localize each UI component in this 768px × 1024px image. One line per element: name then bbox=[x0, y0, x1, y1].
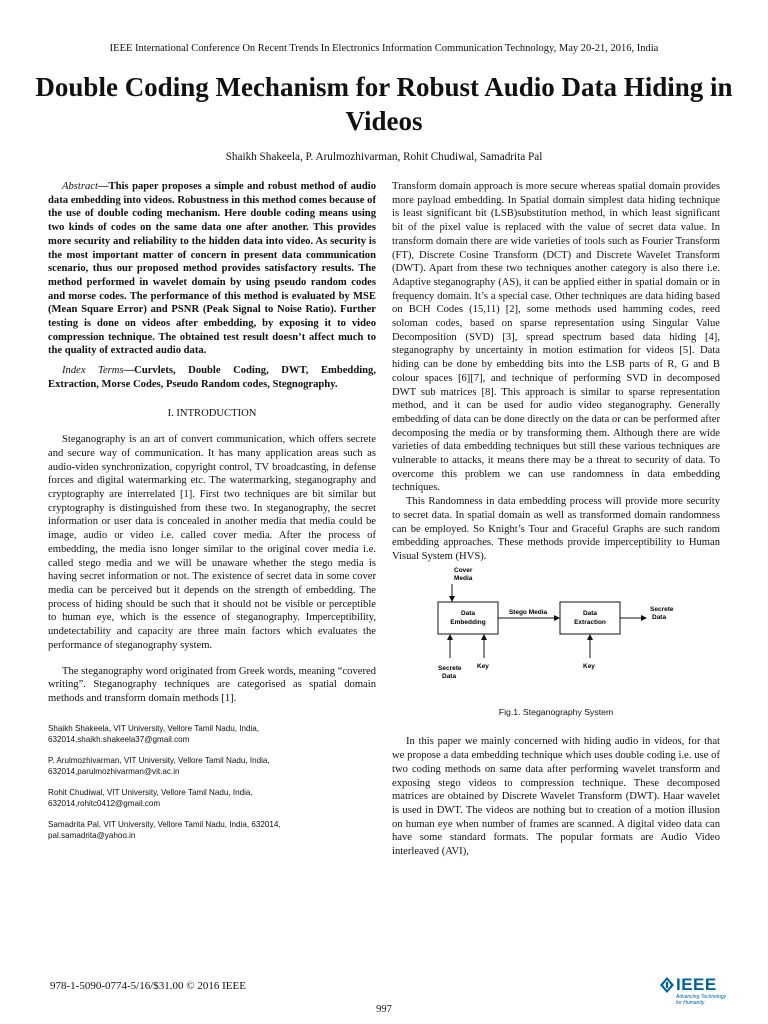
conference-line: IEEE International Conference On Recent Trends In Electronics Information Communication Technology, May 20-21, 2016, India bbox=[109, 43, 659, 54]
author-list: Shaikh Shakeela, P. Arulmozhivarman, Rohit Chudiwal, Samadrita Pal bbox=[225, 151, 543, 163]
right-paragraph-1: Transform domain approach is more secure whereas spatial domain provides more payload embedding. In Spatial domain simplest data hiding technique is least significant bit (LSB)substitution method, in which least significant bit of the pixel value is replaced with the value of secret data value. In transform domain there are wide varieties of tools such as Fourier Transform (FT), Discrete Cosine Transform (DCT) and Discrete Wavelet Transform (DWT). Apart from these two techniques another category is also there i.e. Adaptive steganography (AS), it can be applied either in spatial domain or in frequency domain. It’s a special case. Other techniques are data hiding based on BCH Codes (15,11) [2], some methods used hamming codes, reed soloman codes, based on sparse representation using Singular Value Decomposition (SVD) [3], spread spectrum based data hiding [4], steganography by uncertainty in motion estimation for videos [5]. Data hiding can be done by embedding bits into the LSB parts of R, G and B colour spaces [6][7], and technique of performing SVD in decomposed DWT sub matrices [8]. This approach is similar to sparse representation method, and it can be used for audio video steganography. Generally embedding of data can be done directly on the data or can be performed after decomposing the media or by transforming them. Although there are wide varieties of data embedding techniques but still these various techniques are vulnerable to attacks, it means there may be a threat to security of data. To overcome this problem we can use randomness in data embedding techniques. bbox=[392, 181, 720, 494]
isbn-line: 978-1-5090-0774-5/16/$31.00 © 2016 IEEE bbox=[50, 980, 246, 992]
ieee-tagline-1: Advancing Technology bbox=[676, 994, 727, 1000]
ieee-tagline-2: for Humanity bbox=[676, 1000, 705, 1006]
label-cover: Cover bbox=[454, 566, 473, 574]
diagram-svg bbox=[392, 566, 720, 700]
section-heading-introduction: I. INTRODUCTION bbox=[167, 407, 257, 419]
left-column bbox=[48, 180, 376, 841]
index-terms-text: —Curvlets, Double Coding, DWT, Embedding, Extraction, Morse Codes, Pseudo Random codes, Stegnography. bbox=[48, 365, 376, 390]
figure-caption: Fig.1. Steganography System bbox=[498, 706, 614, 717]
affiliation-1-line-2: 632014,shaikh.shakeela37@gmail.com bbox=[48, 734, 190, 744]
index-terms-label: Index Terms bbox=[62, 365, 124, 377]
ieee-logo-text: IEEE bbox=[676, 975, 717, 994]
label-media: Media bbox=[454, 574, 473, 582]
affiliation-2 bbox=[48, 755, 376, 777]
affiliation-4-line-2: pal.samadrita@yahoo.in bbox=[48, 830, 136, 840]
affiliation-4-line-1: Samadrita Pal, VIT University, Vellore Tamil Nadu, India, 632014, bbox=[48, 819, 281, 829]
label-stego: Stego Media bbox=[508, 608, 548, 616]
label-embed-2: Embedding bbox=[450, 618, 486, 626]
intro-paragraph-1: Steganography is an art of convert communication, which offers secrete and secure way of communication. It has many application areas such as audio-video synchronization, copyright control, TV broadcasting, in defense forces and digital watermarking etc. The watermarking, steganography and cryptography are interrelated [1]. First two techniques are bit similar but cryptography is distinguished from these two. In steganography, the secret information or user data is concealed in another media that media could be image, audio or video i.e. called cover media. After the process of embedding, the media isno longer similar to the original cover media i.e. called stego media and we will be unaware whether the stego media is having secret information or not. The existence of secret data in some cover media can be perceived but it depends on the strength of embedding. The process of hiding should be such that it should not be visible or perceptible to human eye, which is the essence of steganography. Imperceptibility, undetectability and capacity are three main factors which evaluates the performance of steganography system. bbox=[48, 434, 376, 651]
ieee-diamond-icon bbox=[660, 977, 674, 993]
label-out-1: Secrete bbox=[650, 605, 674, 613]
affiliation-2-line-1: P. Arulmozhivarman, VIT University, Vellore Tamil Nadu, India, bbox=[48, 755, 270, 765]
index-terms bbox=[48, 364, 376, 391]
affiliation-3 bbox=[48, 787, 376, 809]
label-out-2: Data bbox=[652, 613, 667, 621]
affiliation-3-line-1: Rohit Chudiwal, VIT University, Vellore Tamil Nadu, India, bbox=[48, 787, 253, 797]
abstract-label: Abstract bbox=[62, 181, 98, 192]
label-embed-1: Data bbox=[460, 609, 476, 617]
affiliation-1 bbox=[48, 723, 376, 745]
ieee-logo bbox=[660, 975, 732, 1009]
affiliation-4 bbox=[48, 819, 376, 841]
ieee-tagline bbox=[676, 994, 726, 1006]
page-number: 997 bbox=[376, 1004, 392, 1015]
affiliation-1-line-1: Shaikh Shakeela, VIT University, Vellore Tamil Nadu, India, bbox=[48, 723, 259, 733]
paper-title: Double Coding Mechanism for Robust Audio Data Hiding in Videos bbox=[35, 72, 733, 136]
affiliation-2-line-2: 632014,parulmozhivarman@vit.ac.in bbox=[48, 766, 180, 776]
extraction-box bbox=[560, 602, 620, 634]
label-in-1: Secrete bbox=[438, 664, 462, 672]
steganography-diagram bbox=[392, 566, 720, 700]
label-extract-1: Data bbox=[582, 609, 598, 617]
right-paragraph-3: In this paper we mainly concerned with hiding audio in videos, for that we propose a data embedding technique which uses double coding i.e. use of two coding methods on same data after performing wavelet transform and exposing stego videos to compression technique. These decomposed matrices are obtained by Discrete Wavelet Transform (DWT). Haar wavelet is used in DWT. The videos are nothing but to creation of a motion illusion on human eye when number of frames are scanned. A digital video data can have some standard formats. The popular formats are Audio Video interleaved (AVI), bbox=[392, 736, 720, 858]
right-column bbox=[392, 180, 720, 859]
right-paragraph-2: This Randomness in data embedding process will provide more security to secret data. In spatial domain as well as transformed domain randomness can be employed. So Knight’s Tour and Graceful Graphs are such random embedding approaches. These methods provide imperceptibility to Human Visual System (HVS). bbox=[392, 496, 720, 562]
label-key-right: Key bbox=[583, 662, 595, 670]
abstract bbox=[48, 180, 376, 358]
affiliation-3-line-2: 632014,rohitc0412@gmail.com bbox=[48, 798, 161, 808]
intro-paragraph-2: The steganography word originated from Greek words, meaning “covered writing”. Steganography techniques are categorised as spatial domain methods and transform domain methods [1]. bbox=[48, 665, 376, 704]
label-in-2: Data bbox=[442, 672, 457, 680]
label-key-left: Key bbox=[477, 662, 489, 670]
abstract-text: —This paper proposes a simple and robust method of audio data embedding into videos. Robustness in this method comes because of the use of double coding mechanism. Here double coding means using two kinds of codes on the same data one after another. This provides more security and reliability to the hidden data into video. As security is the most important matter of concern in present data communication scenario, thus our proposed method provides satisfactory results. The method performed in wavelet domain by using pseudo random codes and morse codes. The performance of this method is evaluated by MSE (Mean Square Error) and PSNR (Peak Signal to Noise Ratio). Further testing is done on videos after embedding, by exposing it to video compression technique. The obtained test result doesn’t affect much to the quality of extracted audio data. bbox=[48, 181, 376, 357]
embedding-box bbox=[438, 602, 498, 634]
label-extract-2: Extraction bbox=[574, 618, 606, 626]
